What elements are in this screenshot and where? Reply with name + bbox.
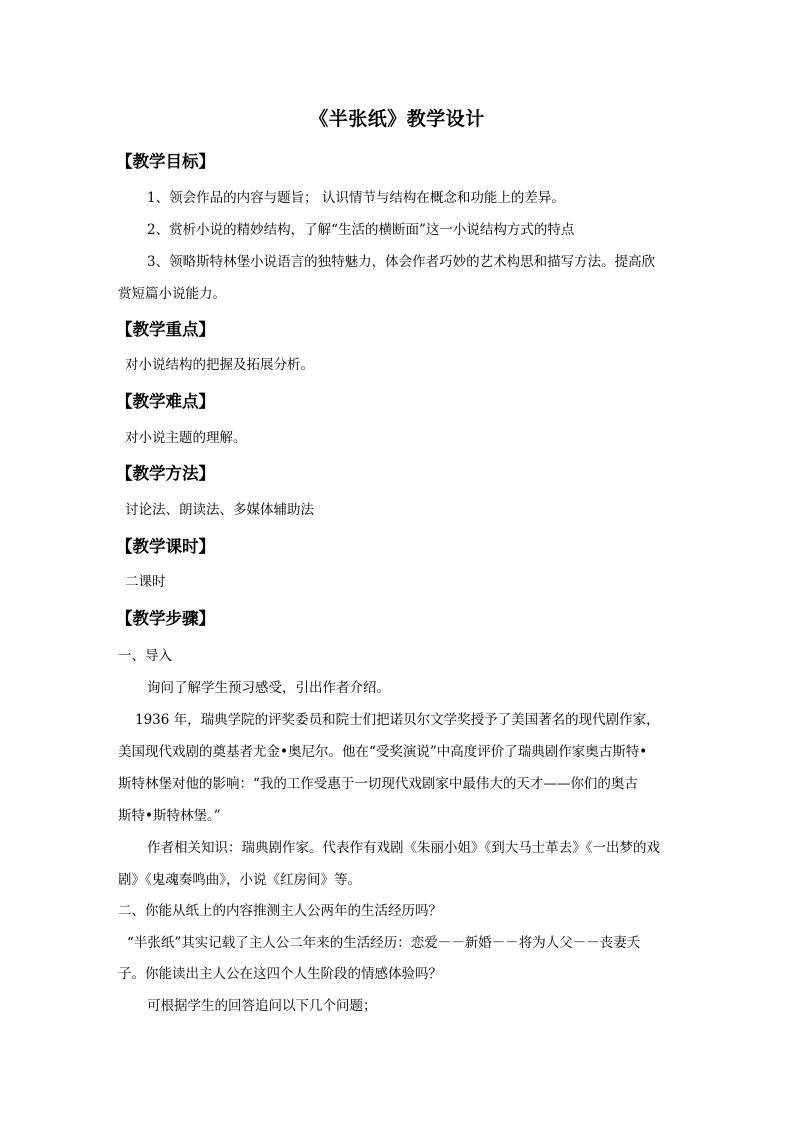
goal-item-1: 1、领会作品的内容与题旨； 认识情节与结构在概念和功能上的差异。 <box>147 190 565 206</box>
heading-teaching-goals: 【教学目标】 <box>116 152 215 171</box>
step-two-heading: 二、你能从纸上的内容推测主人公两年的生活经历吗？ <box>118 903 442 919</box>
heading-teaching-steps: 【教学步骤】 <box>116 609 215 628</box>
heading-methods: 【教学方法】 <box>116 464 215 483</box>
heading-class-hours: 【教学课时】 <box>116 537 215 556</box>
heading-key-points: 【教学重点】 <box>116 320 215 339</box>
follow-up-questions-line: 可根据学生的回答追问以下几个问题； <box>147 998 377 1014</box>
author-paragraph-line-4: 斯特•斯特林堡。” <box>118 808 221 824</box>
step-intro-heading: 一、导入 <box>118 648 172 664</box>
author-paragraph-line-2: 美国现代戏剧的奠基者尤金•奥尼尔。他在“受奖演说”中高度评价了瑞典剧作家奥古斯特• <box>118 744 648 760</box>
methods-text: 讨论法、朗读法、多媒体辅助法 <box>125 502 314 518</box>
difficulties-text: 对小说主题的理解。 <box>125 430 247 446</box>
author-knowledge-line-2: 剧》《鬼魂奏鸣曲》，小说《红房间》等。 <box>118 872 361 888</box>
goal-item-2: 2、赏析小说的精妙结构，了解“生活的横断面”这一小说结构方式的特点 <box>147 222 575 238</box>
key-points-text: 对小说结构的把握及拓展分析。 <box>125 357 314 373</box>
half-paper-line-2: 子。你能读出主人公在这四个人生阶段的情感体验吗？ <box>118 966 442 982</box>
author-knowledge-line-1: 作者相关知识：瑞典剧作家。代表作有戏剧《朱丽小姐》《到大马士革去》《一出梦的戏 <box>147 840 660 856</box>
step-intro-line: 询问了解学生预习感受，引出作者介绍。 <box>147 680 390 696</box>
class-hours-text: 二课时 <box>125 574 166 590</box>
author-paragraph-line-3: 斯特林堡对他的影响：“我的工作受惠于一切现代戏剧家中最伟大的天才——你们的奥古 <box>118 776 638 792</box>
heading-difficulties: 【教学难点】 <box>116 392 215 411</box>
author-paragraph-line-1: 1936 年，瑞典学院的评奖委员和院士们把诺贝尔文学奖授予了美国著名的现代剧作家， <box>135 712 660 728</box>
goal-item-3-continued: 赏短篇小说能力。 <box>118 286 226 302</box>
document-title: 《半张纸》教学设计 <box>309 108 485 130</box>
goal-item-3: 3、领略斯特林堡小说语言的独特魅力，体会作者巧妙的艺术构思和描写方法。提高欣 <box>147 254 656 270</box>
half-paper-line-1: “半张纸”其实记载了主人公二年来的生活经历：恋爱－－新婚－－将为人父－－丧妻夭 <box>127 935 641 951</box>
